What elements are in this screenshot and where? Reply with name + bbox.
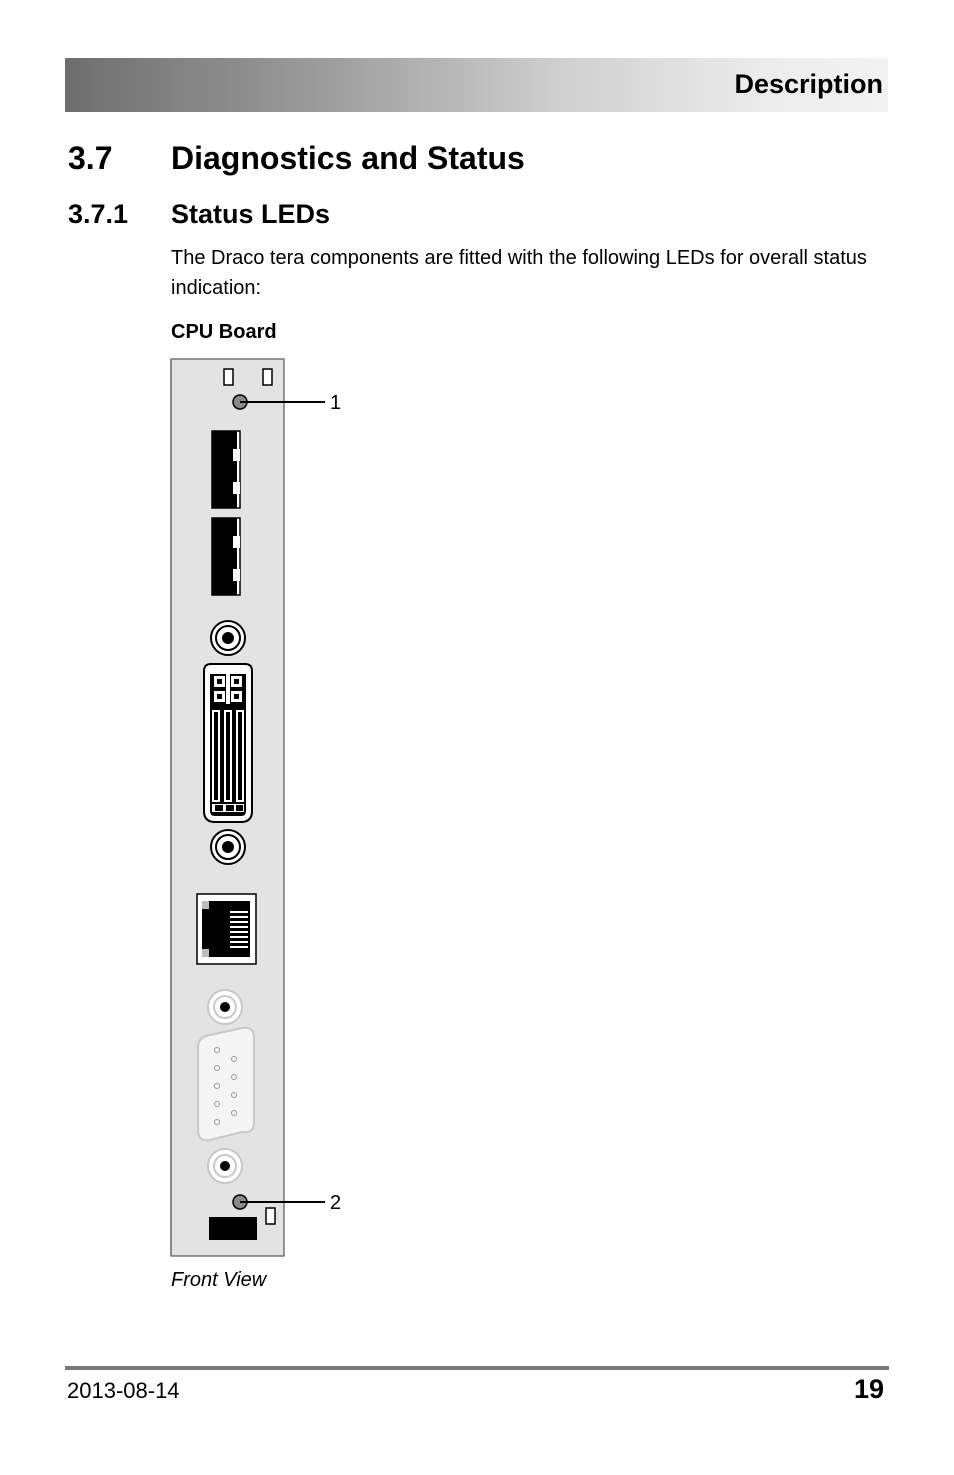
callout-number-2: 2 — [330, 1192, 342, 1214]
subsection-number: 3.7.1 — [68, 199, 129, 229]
figure-caption: Front View — [171, 1269, 267, 1291]
rj45-port — [197, 894, 256, 964]
header-section-title: Description — [734, 69, 883, 99]
callout-number-1: 1 — [330, 392, 342, 414]
bottom-slot — [266, 1208, 275, 1224]
screw-2 — [211, 830, 245, 864]
subsection-title: Status LEDs — [171, 199, 331, 229]
usb-port-2 — [212, 518, 240, 595]
serial-db9-port — [198, 1028, 254, 1141]
screw-4 — [208, 1149, 242, 1183]
dvi-connector — [204, 664, 252, 822]
top-slot-right — [263, 369, 272, 385]
footer-date: 2013-08-14 — [67, 1378, 180, 1403]
figure-label: CPU Board — [171, 321, 277, 343]
section-number: 3.7 — [68, 140, 113, 176]
intro-paragraph: The Draco tera components are fitted with the following LEDs for overall status indication: — [171, 247, 867, 299]
screw-3 — [208, 990, 242, 1024]
usb-port-1 — [212, 431, 240, 508]
page-number: 19 — [853, 1374, 884, 1404]
bottom-connector-block — [209, 1217, 257, 1240]
footer-divider — [65, 1366, 889, 1370]
header-bar — [65, 58, 888, 112]
section-title: Diagnostics and Status — [171, 140, 525, 176]
top-slot-left — [224, 369, 233, 385]
screw-1 — [211, 621, 245, 655]
cpu-board-front-view — [168, 356, 358, 1262]
